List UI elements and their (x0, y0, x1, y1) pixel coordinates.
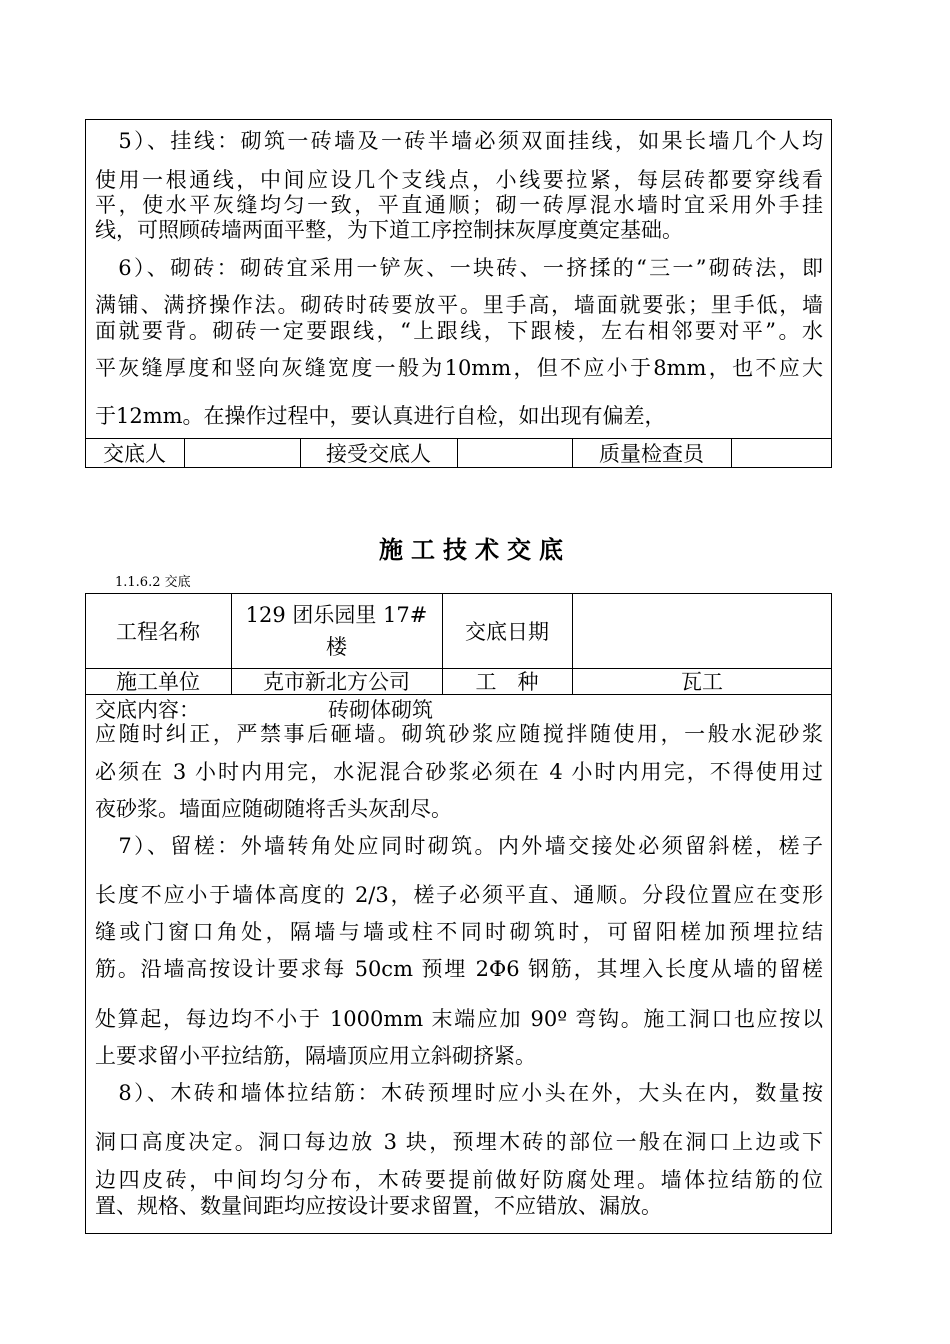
bottom-line: 处算起，每边均不小于 1000mm 末端应加 90º 弯钩。施工洞口也应按以 (95, 1007, 823, 1031)
page-title: 施工技术交底 (379, 535, 571, 564)
date-value (572, 593, 832, 668)
bottom-line: 长度不应小于墙体高度的 2/3，槎子必须平直、通顺。分段位置应在变形 (95, 883, 823, 907)
project-name-value-line2: 楼 (326, 634, 347, 659)
unit-label: 施工单位 (116, 670, 200, 694)
top-line: 满铺、满挤操作法。砌砖时砖要放平。里手高，墙面就要张；里手低，墙 (95, 293, 823, 317)
sign-divider (184, 438, 185, 468)
quality-inspector-label: 质量检查员 (599, 442, 704, 466)
top-line: 5）、挂线：砌筑一砖墙及一砖半墙必须双面挂线，如果长墙几个人均 (95, 129, 823, 153)
section-code: 1.1.6.2 交底 (115, 575, 191, 590)
sign-divider (731, 438, 732, 468)
bottom-line: 必须在 3 小时内用完，水泥混合砂浆必须在 4 小时内用完，不得使用过 (95, 760, 823, 784)
bottom-line: 筋。沿墙高按设计要求每 50cm 预埋 2Φ6 钢筋，其埋入长度从墙的留槎 (95, 957, 823, 981)
top-line: 面就要背。砌砖一定要跟线，“上跟线，下跟棱，左右相邻要对平”。水 (95, 319, 823, 343)
top-line: 于12mm。在操作过程中，要认真进行自检，如出现有偏差， (95, 404, 666, 428)
top-line: 6）、砌砖：砌砖宜采用一铲灰、一块砖、一挤揉的“三一”砌砖法，即 (95, 256, 823, 280)
receiver-label: 接受交底人 (326, 442, 431, 466)
bottom-line: 夜砂浆。墙面应随砌随将舌头灰刮尽。 (95, 797, 452, 821)
bottom-line: 应随时纠正，严禁事后砸墙。砌筑砂浆应随搅拌随使用，一般水泥砂浆 (95, 722, 823, 746)
top-line: 平灰缝厚度和竖向灰缝宽度一般为10mm，但不应小于8mm，也不应大 (95, 356, 823, 380)
bottom-line: 洞口高度决定。洞口每边放 3 块，预埋木砖的部位一般在洞口上边或下 (95, 1130, 823, 1154)
bottom-line: 缝或门窗口角处，隔墙与墙或柱不同时砌筑时，可留阳槎加预埋拉结 (95, 920, 823, 944)
bottom-line: 置、规格、数量间距均应按设计要求留置，不应错放、漏放。 (95, 1194, 662, 1218)
top-line: 线，可照顾砖墙两面平整，为下道工序控制抹灰厚度奠定基础。 (95, 218, 683, 242)
top-line: 平，使水平灰缝均匀一致，平直通顺；砌一砖厚混水墙时宜采用外手挂 (95, 193, 823, 217)
top-line: 使用一根通线，中间应设几个支线点，小线要拉紧，每层砖都要穿线看 (95, 168, 823, 192)
bottom-line: 8）、木砖和墙体拉结筋：木砖预埋时应小头在外，大头在内，数量按 (95, 1081, 823, 1105)
content-value: 砖砌体砌筑 (328, 698, 433, 722)
date-label: 交底日期 (465, 619, 549, 644)
bottom-line: 7）、留槎：外墙转角处应同时砌筑。内外墙交接处必须留斜槎，槎子 (95, 834, 823, 858)
trade-label: 工 种 (475, 670, 539, 694)
unit-value: 克市新北方公司 (263, 670, 410, 694)
trade-value: 瓦工 (681, 670, 723, 694)
content-label: 交底内容： (95, 698, 200, 722)
bottom-line: 边四皮砖，中间均匀分布，木砖要提前做好防腐处理。墙体拉结筋的位 (95, 1168, 823, 1192)
sign-divider (457, 438, 458, 468)
project-name-value-line1: 129 团乐园里 17# (245, 602, 428, 627)
project-name-value (231, 593, 442, 668)
project-name-label: 工程名称 (116, 619, 200, 644)
handover-person-label: 交底人 (103, 442, 166, 466)
bottom-line: 上要求留小平拉结筋，隔墙顶应用立斜砌挤紧。 (95, 1044, 536, 1068)
